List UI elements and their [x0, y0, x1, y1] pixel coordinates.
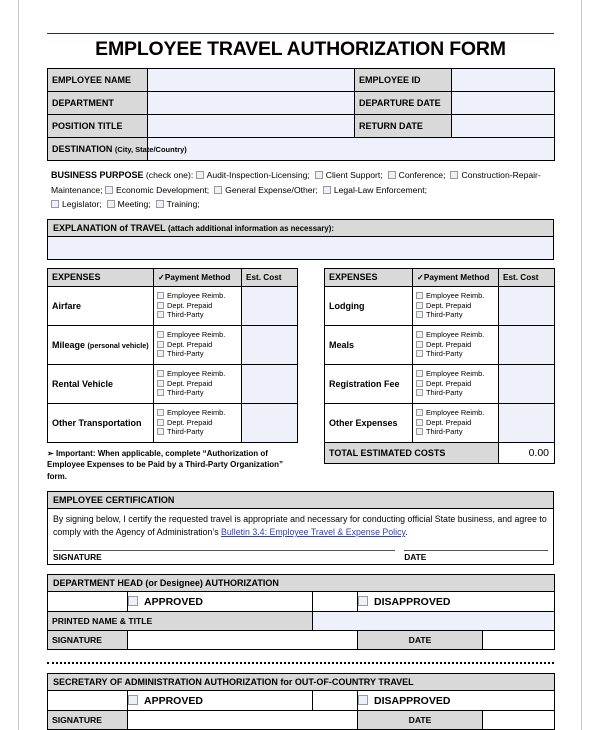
checkbox-icon[interactable] [416, 409, 423, 416]
checkbox-icon[interactable] [157, 389, 164, 396]
secretary-date-label: DATE [358, 711, 483, 730]
return-date-label: RETURN DATE [355, 115, 452, 138]
payment-option-dept-prepaid[interactable]: Dept. Prepaid [157, 379, 238, 388]
payment-option-dept-prepaid[interactable]: Dept. Prepaid [416, 301, 495, 310]
printed-name-title-label: PRINTED NAME & TITLE [48, 612, 313, 631]
checkbox-icon[interactable] [323, 186, 331, 194]
position-title-field[interactable] [148, 115, 355, 138]
important-note-text: When applicable, complete “Authorization of Employee Expenses to be Paid by a Third-Party Organization” form. [47, 448, 284, 481]
section-separator [47, 662, 554, 664]
table-row [48, 138, 555, 161]
expense-sublabel: (personal vehicle) [87, 340, 149, 350]
checkbox-icon[interactable] [416, 350, 423, 357]
employee-id-label: EMPLOYEE ID [355, 69, 452, 92]
business-purpose-instruction: (check one): [145, 170, 194, 180]
purpose-option-client-support[interactable]: Client Support; [315, 170, 383, 180]
explanation-field[interactable] [48, 236, 554, 259]
cost-field-rental-vehicle[interactable] [242, 364, 298, 403]
payment-option-dept-prepaid[interactable]: Dept. Prepaid [157, 340, 238, 349]
checkbox-icon[interactable] [157, 331, 164, 338]
department-label: DEPARTMENT [48, 92, 148, 115]
cost-field-lodging[interactable] [499, 286, 555, 325]
table-row [48, 592, 555, 612]
table-row [48, 325, 298, 364]
arrow-icon: ➢ [47, 448, 54, 458]
payment-method-lodging [413, 286, 499, 325]
cost-field-meals[interactable] [499, 325, 555, 364]
certification-signature-block[interactable] [53, 550, 395, 562]
employee-info-table [47, 68, 555, 161]
departure-date-field[interactable] [452, 92, 555, 115]
payment-option-dept-prepaid[interactable]: Dept. Prepaid [157, 418, 238, 427]
checkbox-icon[interactable] [416, 331, 423, 338]
checkbox-icon[interactable] [128, 596, 138, 606]
expense-name-airfare: Airfare [48, 286, 154, 325]
checkbox-icon[interactable] [157, 409, 164, 416]
expense-name-other-expenses: Other Expenses [325, 403, 413, 442]
destination-field[interactable] [148, 138, 555, 161]
est-cost-column-header: Est. Cost [242, 268, 298, 286]
cost-field-other-transportation[interactable] [242, 403, 298, 442]
payment-method-registration-fee [413, 364, 499, 403]
payment-option-third-party[interactable]: Third-Party [416, 310, 495, 319]
payment-option-dept-prepaid[interactable]: Dept. Prepaid [416, 418, 495, 427]
secretary-disapproved-option[interactable]: DISAPPROVED [358, 691, 555, 711]
payment-option-dept-prepaid[interactable]: Dept. Prepaid [157, 301, 238, 310]
employee-name-label: EMPLOYEE NAME [48, 69, 148, 92]
purpose-option-training[interactable]: Training; [156, 199, 200, 209]
checkbox-icon[interactable] [416, 292, 423, 299]
important-note [47, 448, 302, 483]
secretary-signature-field[interactable] [128, 711, 358, 730]
checkbox-icon[interactable] [157, 292, 164, 299]
expense-name-meals: Meals [325, 325, 413, 364]
payment-method-airfare [154, 286, 242, 325]
table-row [48, 674, 555, 691]
table-row [48, 575, 555, 592]
checkbox-icon[interactable] [107, 200, 115, 208]
payment-option-third-party[interactable]: Third-Party [157, 349, 238, 358]
explanation-table [47, 219, 554, 260]
payment-option-third-party[interactable]: Third-Party [416, 427, 495, 436]
check-icon: ✓ [158, 273, 165, 282]
checkbox-icon[interactable] [157, 311, 164, 318]
explanation-header: EXPLANATION of TRAVEL (attach additional information as necessary): [48, 219, 554, 236]
payment-method-other-expenses [413, 403, 499, 442]
purpose-option-construction[interactable]: Construction-Repair-Maintenance; [51, 170, 541, 195]
department-head-header: DEPARTMENT HEAD (or Designee) AUTHORIZATION [48, 575, 555, 592]
certification-signature-label: SIGNATURE [53, 552, 102, 562]
payment-option-third-party[interactable]: Third-Party [157, 310, 238, 319]
payment-method-rental-vehicle [154, 364, 242, 403]
expenses-column-header: EXPENSES [48, 268, 154, 286]
secretary-spacer [48, 691, 128, 711]
page-title: EMPLOYEE TRAVEL AUTHORIZATION FORM [95, 38, 506, 60]
checkbox-icon[interactable] [105, 186, 113, 194]
checkbox-icon[interactable] [157, 380, 164, 387]
checkbox-icon[interactable] [416, 311, 423, 318]
checkbox-icon[interactable] [358, 596, 368, 606]
destination-label: DESTINATION (City, State/Country) [48, 138, 148, 161]
secretary-spacer-2 [313, 691, 358, 711]
table-row [48, 219, 554, 236]
check-icon: ✓ [417, 273, 424, 282]
expenses-right-table [324, 268, 555, 464]
table-row [48, 691, 555, 711]
secretary-approved-option[interactable]: APPROVED [128, 691, 313, 711]
table-header-row [325, 268, 555, 286]
destination-sublabel: (City, State/Country) [114, 145, 187, 154]
department-head-spacer-2 [313, 592, 358, 612]
purpose-option-conference[interactable]: Conference; [388, 170, 446, 180]
checkbox-icon[interactable] [315, 171, 323, 179]
payment-option-employee-reimb[interactable]: Employee Reimb. [157, 330, 238, 339]
certification-text-after: . [405, 527, 408, 537]
checkbox-icon[interactable] [416, 341, 423, 348]
certification-text-before: By signing below, I certify the requested travel is appropriate and necessary for conducting official State business, and agree to comply with the Agency of Administration’s [53, 514, 547, 537]
checkbox-icon[interactable] [157, 370, 164, 377]
checkbox-icon[interactable] [51, 200, 59, 208]
payment-method-other-transportation [154, 403, 242, 442]
bulletin-policy-link[interactable]: Bulletin 3.4: Employee Travel & Expense Policy [221, 527, 406, 537]
checkbox-icon[interactable] [157, 350, 164, 357]
checkbox-icon[interactable] [358, 695, 368, 705]
table-row [325, 364, 555, 403]
expense-name-other-transportation: Other Transportation [48, 403, 154, 442]
employee-certification-text [48, 509, 553, 539]
cost-field-airfare[interactable] [242, 286, 298, 325]
explanation-sublabel: (attach additional information as necessary): [168, 223, 334, 233]
table-row [325, 325, 555, 364]
payment-method-mileage [154, 325, 242, 364]
checkbox-icon[interactable] [214, 186, 222, 194]
total-estimated-costs-value: 0.00 [499, 442, 555, 463]
table-row [48, 236, 554, 259]
expenses-column-header: EXPENSES [325, 268, 413, 286]
table-row [48, 364, 298, 403]
department-head-signature-field[interactable] [128, 631, 358, 650]
checkbox-icon[interactable] [156, 200, 164, 208]
departure-date-label: DEPARTURE DATE [355, 92, 452, 115]
checkbox-icon[interactable] [157, 341, 164, 348]
secretary-authorization-table [47, 673, 555, 730]
checkbox-icon[interactable] [416, 428, 423, 435]
employee-name-field[interactable] [148, 69, 355, 92]
table-header-row [48, 268, 298, 286]
employee-id-field[interactable] [452, 69, 555, 92]
checkbox-icon[interactable] [450, 171, 458, 179]
expenses-right-column [324, 268, 554, 483]
table-row [48, 403, 298, 442]
table-row [48, 286, 298, 325]
est-cost-column-header: Est. Cost [499, 268, 555, 286]
payment-option-employee-reimb[interactable]: Employee Reimb. [157, 408, 238, 417]
table-row [48, 69, 555, 92]
certification-date-block[interactable] [404, 550, 548, 562]
table-row [48, 92, 555, 115]
payment-option-dept-prepaid[interactable]: Dept. Prepaid [416, 340, 495, 349]
purpose-option-audit[interactable]: Audit-Inspection-Licensing; [196, 170, 310, 180]
department-field[interactable] [148, 92, 355, 115]
expenses-left-table [47, 268, 298, 443]
department-head-spacer [48, 592, 128, 612]
checkbox-icon[interactable] [416, 370, 423, 377]
checkbox-icon[interactable] [157, 302, 164, 309]
expenses-section [47, 268, 554, 483]
payment-option-third-party[interactable]: Third-Party [157, 427, 238, 436]
purpose-option-general-expense[interactable]: General Expense/Other; [214, 185, 318, 195]
total-estimated-costs-label: TOTAL ESTIMATED COSTS [325, 442, 499, 463]
payment-option-third-party[interactable]: Third-Party [416, 349, 495, 358]
employee-certification-section [47, 491, 554, 565]
business-purpose-label: BUSINESS PURPOSE [51, 170, 144, 180]
certification-signature-row [48, 550, 553, 564]
cost-field-mileage[interactable] [242, 325, 298, 364]
payment-option-employee-reimb[interactable]: Employee Reimb. [157, 369, 238, 378]
table-row [48, 631, 555, 650]
checkbox-icon[interactable] [416, 419, 423, 426]
purpose-option-economic-development[interactable]: Economic Development; [105, 185, 209, 195]
payment-method-column-header: ✓Payment Method [413, 268, 499, 286]
checkbox-icon[interactable] [128, 695, 138, 705]
department-head-date-label: DATE [358, 631, 483, 650]
department-head-approved-option[interactable]: APPROVED [128, 592, 313, 612]
checkbox-icon[interactable] [416, 302, 423, 309]
table-row [325, 442, 555, 463]
table-row [48, 711, 555, 730]
checkbox-icon[interactable] [157, 428, 164, 435]
cost-field-other-expenses[interactable] [499, 403, 555, 442]
purpose-option-legislator[interactable]: Legislator; [51, 199, 102, 209]
payment-option-employee-reimb[interactable]: Employee Reimb. [416, 408, 495, 417]
purpose-option-legal-law[interactable]: Legal-Law Enforcement; [323, 185, 427, 195]
payment-option-employee-reimb[interactable]: Employee Reimb. [416, 369, 495, 378]
secretary-signature-label: SIGNATURE [48, 711, 128, 730]
important-note-bold: Important: [55, 448, 96, 458]
business-purpose-section [51, 168, 551, 212]
table-row [48, 115, 555, 138]
table-row [325, 403, 555, 442]
payment-option-employee-reimb[interactable]: Employee Reimb. [416, 330, 495, 339]
checkbox-icon[interactable] [196, 171, 204, 179]
table-row [325, 286, 555, 325]
printed-name-title-field[interactable] [313, 612, 555, 631]
checkbox-icon[interactable] [416, 380, 423, 387]
payment-option-third-party[interactable]: Third-Party [157, 388, 238, 397]
expenses-left-column [47, 268, 297, 483]
department-head-authorization-table [47, 574, 555, 650]
checkbox-icon[interactable] [157, 419, 164, 426]
cost-field-registration-fee[interactable] [499, 364, 555, 403]
checkbox-icon[interactable] [388, 171, 396, 179]
secretary-header: SECRETARY OF ADMINISTRATION AUTHORIZATION for OUT-OF-COUNTRY TRAVEL [48, 674, 555, 691]
title-divider [47, 33, 554, 34]
certification-date-label: DATE [404, 552, 427, 562]
checkbox-icon[interactable] [416, 389, 423, 396]
department-head-disapproved-option[interactable]: DISAPPROVED [358, 592, 555, 612]
purpose-option-meeting[interactable]: Meeting; [107, 199, 151, 209]
form-page [18, 0, 582, 730]
payment-option-employee-reimb[interactable]: Employee Reimb. [157, 291, 238, 300]
expense-name-lodging: Lodging [325, 286, 413, 325]
secretary-date-field[interactable] [483, 711, 555, 730]
expense-name-rental-vehicle: Rental Vehicle [48, 364, 154, 403]
position-title-label: POSITION TITLE [48, 115, 148, 138]
payment-option-third-party[interactable]: Third-Party [416, 388, 495, 397]
expense-name-registration-fee: Registration Fee [325, 364, 413, 403]
department-head-date-field[interactable] [483, 631, 555, 650]
payment-option-employee-reimb[interactable]: Employee Reimb. [416, 291, 495, 300]
return-date-field[interactable] [452, 115, 555, 138]
payment-method-meals [413, 325, 499, 364]
payment-method-column-header: ✓Payment Method [154, 268, 242, 286]
expense-name-mileage: Mileage (personal vehicle) [48, 325, 154, 364]
employee-certification-header: EMPLOYEE CERTIFICATION [48, 492, 553, 509]
department-head-signature-label: SIGNATURE [48, 631, 128, 650]
payment-option-dept-prepaid[interactable]: Dept. Prepaid [416, 379, 495, 388]
table-row [48, 612, 555, 631]
